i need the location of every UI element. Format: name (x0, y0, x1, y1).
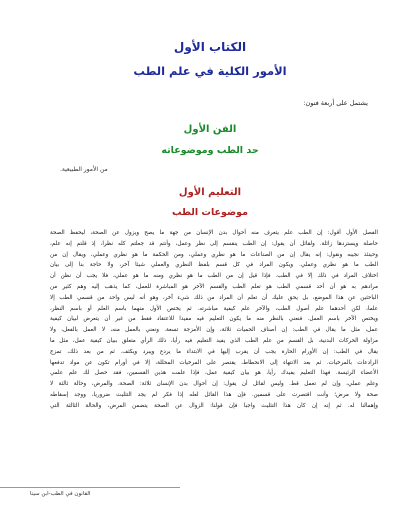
book-title: الكتاب الأول (173, 40, 247, 54)
body-line: الأعضاء الرئيسة. فهذا التعليم يفيدك رأيا، هو بيان كيفية عمل، فإذا علمت هذين القسمين، فقد حصل لك علم علمي (50, 370, 378, 377)
body-line: يقال في الطب: إن الأورام الحارة يجب أن يقرب إليها في الابتداء ما يردع ويبرد ويكثف. ثم من بعد ذلك، تمزج (50, 348, 378, 355)
intro-line: يشتمل على أربعة فنون: (303, 99, 368, 107)
body-text (50, 228, 378, 412)
teaching-title: التعليم الأول (178, 187, 242, 198)
teaching-subtitle: موضوعات الطب (171, 207, 249, 218)
art-title: الفن الأول (183, 124, 237, 135)
body-line: مرادهم به هو أن أحد قسمي الطب هو تعلم الطب والقسم الآخر هو المباشرة للعمل، كما يذهب إليه وهم كثير من (50, 283, 378, 290)
body-line: صحة ولا مرض؛ وأنت اقتصرت على قسمين. فإن هذا القائل لعله إذا فكر لم يجد التثليث ضروريا، ووجد إسقاطه (50, 391, 378, 398)
art-subtitle: حد الطب وموضوعاته (161, 145, 259, 156)
body-line: وعلم عملي، وإن لم تعمل قط. وليس لقائل أن يقول: إن أحوال بدن الإنسان ثلاثة: الصحة، والمرض، وحالة ثالثة لا (50, 381, 378, 388)
body-line: وحينئذ نجيبه ونقول: إنه يقال إن من الصناعات ما هو نظري وعملي، ومن الحكمة ما هو نظري وعملي، ويقال إن من (50, 251, 378, 258)
body-line: وإهمالنا له. ثم إنه إن كان هذا التثليث واجبا فإن قولنا: الزوال عن الصحة يتضمن المرض، والحالة الثالثة التي (50, 402, 378, 409)
body-line: ويختص الآخر باسم العمل. فنعني بالنظر منه ما يكون التعليم فيه مفيدا للاعتقاد فقط من غير أن يتعرض لبيان كيفية (50, 316, 378, 323)
body-line: الباحثين عن هذا الموضع، بل يحق عليك أن تعلم أن المراد من ذلك شيء آخر، وهو أنه ليس واحد من قسمي الطب إلا (50, 294, 378, 301)
body-line: اختلاف المراد في ذلك إلا في الطب. فإذا قيل إن من الطب ما هو نظري ومنه ما هو عملي، فلا يجب أن نظن أن (50, 273, 378, 280)
body-line: علما، لكن أحدهما علم أصول الطب، والآخر علم كيفية مباشرته. ثم يختص الأول منهما باسم العلم أو باسم النظر، (50, 305, 378, 312)
body-line: حاصلة ويستردها زائلة. ولقائل أن يقول: إن الطب ينقسم إلى نظر وعمل، وأنتم قد جعلتم كله نظرا، إذ قلتم إنه علم، (50, 240, 378, 247)
body-line: الرادعات بالمرخيات. ثم بعد الانتهاء إلى الانحطاط، يقتصر على المرخيات المحللة، إلا في أورام تكون عن مواد تدفعها (50, 359, 378, 366)
book-subtitle: الأمور الكلية في علم الطب (133, 64, 287, 78)
side-note: من الأمور الطبيعية. (60, 166, 108, 173)
body-line: مزاولة الحركات البدنية، بل القسم من علم الطب الذي يفيد التعليم فيه رأيا، ذلك الرأي متعلق ببيان كيفية عمل، مثل ما (50, 337, 378, 344)
body-line: الطب ما هو نظري وعملي. ويكون المراد في كل قسم بلفظ النظري والعملي شيئا آخر، ولا حاجة بنا إلى بيان (50, 262, 378, 269)
footer-divider (0, 487, 180, 488)
body-line: الفصل الأول أقول: إن الطب علم يتعرف منه أحوال بدن الإنسان من جهة ما يصح ويزول عن الصحة، ليحفظ الصحة (50, 230, 378, 236)
body-line: عمل، مثل ما يقال في الطب: إن أصناف الحميات ثلاثة، وإن الأمزجة تسعة. ونعني بالعمل منه، لا العمل بالفعل، ولا (50, 327, 378, 334)
page-footer: القانون في الطب-ابن سينا (30, 491, 91, 497)
